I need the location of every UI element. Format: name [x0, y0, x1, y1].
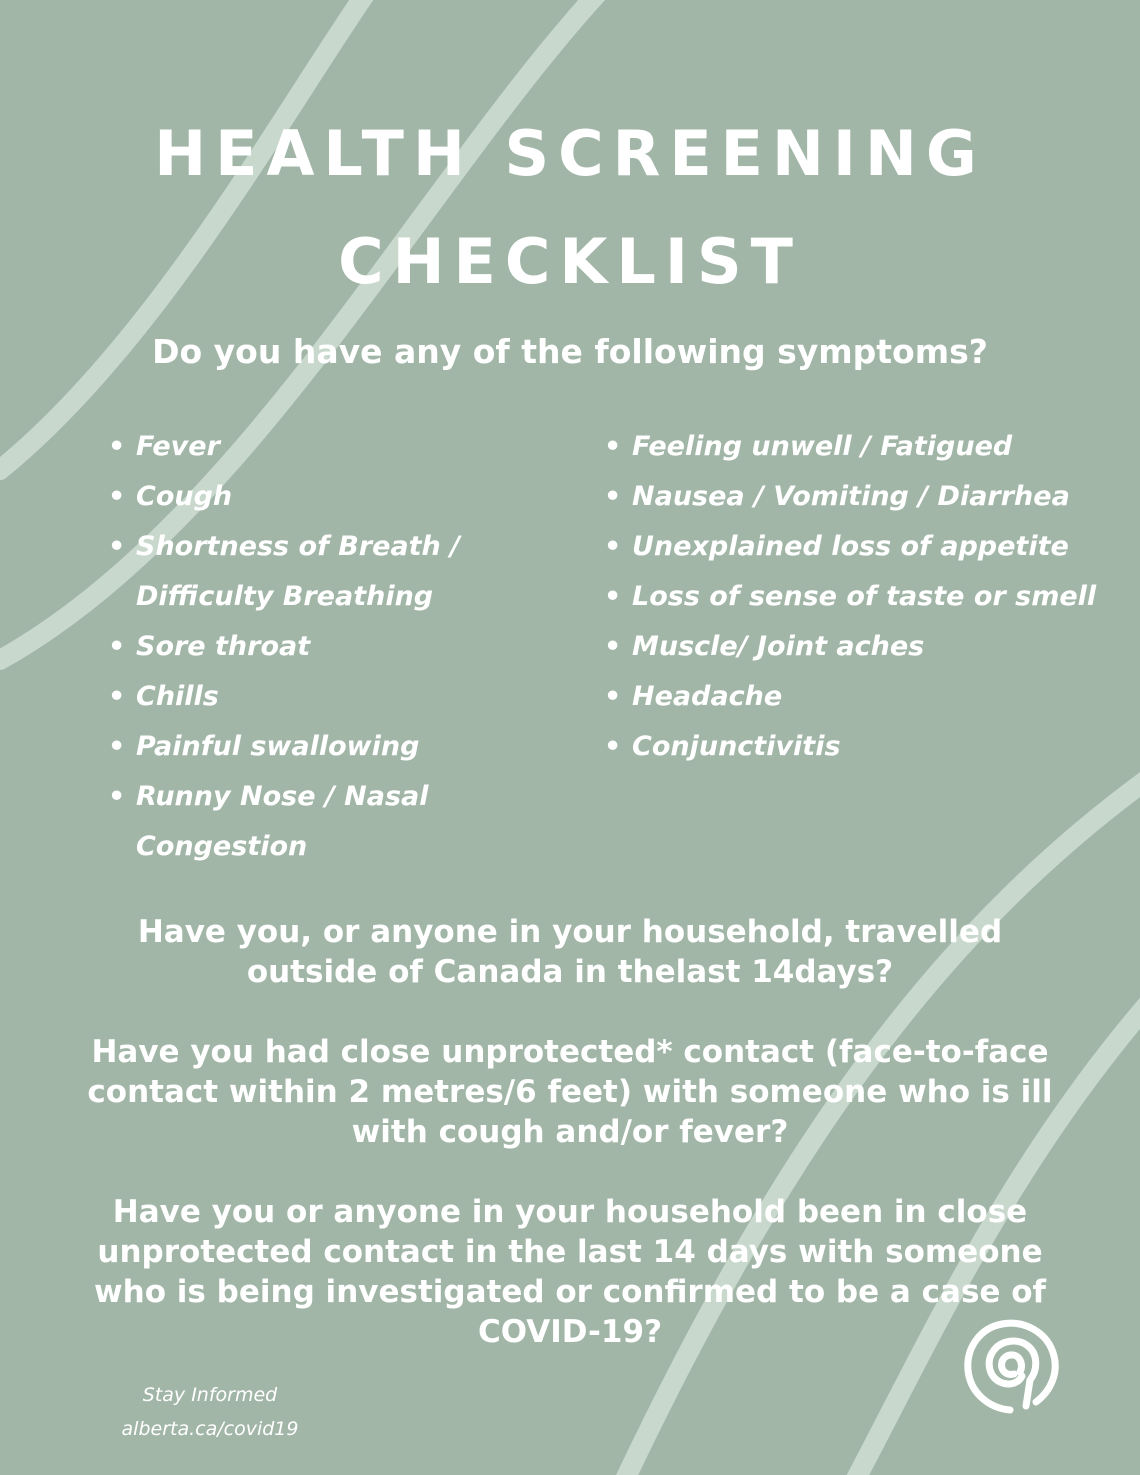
footer-url: alberta.ca/covid19: [121, 1418, 299, 1440]
list-item: • Feeling unwell / Fatigued: [604, 422, 1124, 472]
page-title: [0, 100, 1140, 316]
travel-question: Have you, or anyone in your household, travelled outside of Canada in thelast 14days?: [137, 914, 1003, 990]
list-item: • Chills: [108, 672, 578, 722]
title-line-1: HEALTH SCREENING: [154, 117, 986, 190]
list-item: • Shortness of Breath / Difficulty Breathing: [108, 522, 578, 622]
spiral-logo-icon: [962, 1318, 1062, 1418]
list-item: • Cough: [108, 472, 578, 522]
list-item: • Conjunctivitis: [604, 722, 1124, 772]
list-item: • Muscle/ Joint aches: [604, 622, 1124, 672]
list-item: • Nausea / Vomiting / Diarrhea: [604, 472, 1124, 522]
list-item: • Runny Nose / Nasal Congestion: [108, 772, 578, 872]
list-item: • Loss of sense of taste or smell: [604, 572, 1124, 622]
list-item: • Unexplained loss of appetite: [604, 522, 1124, 572]
footer: [110, 1378, 310, 1446]
list-item: • Painful swallowing: [108, 722, 578, 772]
close-contact-question: Have you had close unprotected* contact (face-to-face contact within 2 metres/6 feet) with someone who is ill with cough and/or fever?: [87, 1034, 1053, 1150]
list-item: • Headache: [604, 672, 1124, 722]
list-item: • Sore throat: [108, 622, 578, 672]
footer-tagline: Stay Informed: [142, 1384, 278, 1406]
symptoms-list-left: [108, 422, 578, 872]
list-item: • Fever: [108, 422, 578, 472]
symptoms-list-right: [604, 422, 1124, 772]
symptoms-question: Do you have any of the following symptoms?: [152, 332, 988, 371]
covid-contact-question: Have you or anyone in your household been in close unprotected contact in the last 14 days with someone who is being investigated or confirmed to be a case of COVID-19?: [94, 1194, 1046, 1350]
title-line-2: CHECKLIST: [338, 225, 802, 298]
